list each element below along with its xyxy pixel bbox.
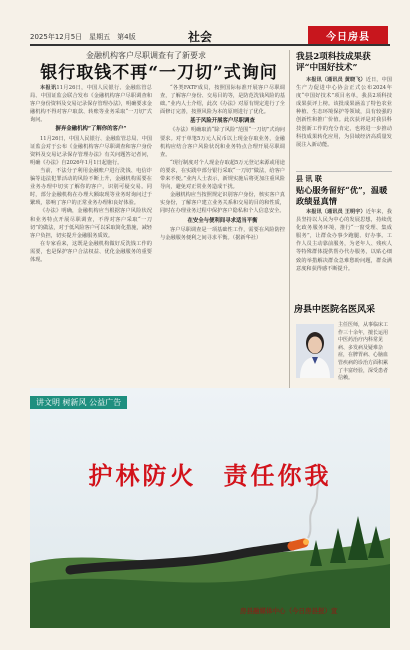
section-title: 社会 xyxy=(188,30,213,44)
section-heading: 基于风险开展客户尽职调查 xyxy=(190,118,255,125)
section-heading: 在安全与便利间寻求适当平衡 xyxy=(187,217,258,224)
doctor-profile-box xyxy=(294,302,392,388)
paragraph-text: 当前，不法分子利用金融账户进行洗钱、电信诈骗等违法犯罪活动的风险不断上升，金融机构需要在业务办理中切实了解你的客户，识别可疑交易。同时，部分金融机构在办理大额取现等业务时询问过于繁琐，影响了客户的正常业务办理和良好体验。 xyxy=(30,167,152,207)
service-headline: 贴心服务留好“优”，温暖政绩显真情 xyxy=(296,185,388,206)
paragraph-text: “现行制度对个人现金存取超5万元登记来源或用途的要求，在实践中部分银行采取“一刀切”做法，给客户带来不便。”业内人士表示，新规实施后将更加注重风险导向，避免对正常业务造成干扰。 xyxy=(160,159,285,191)
paragraph xyxy=(30,240,152,264)
tech-award-byline: 本报讯（通讯员 黄晓飞） xyxy=(306,77,366,83)
tech-award-text: 近日，中国生产力促进中心协会正式公布2024年度“中国好技术”项目名单，我县2项科技成果获评上榜。该批成果涵盖了特色农业种植、生态环境保护等领域，具有较强的创新性和推广价值。此次获评是对我县科技创新工作的充分肯定，也将进一步推动科技成果转化应用，为县域经济高质量发展注入新动能。 xyxy=(296,77,392,148)
issue-date: 2025年12月5日 星期五 第4版 xyxy=(30,33,136,41)
right-column-divider xyxy=(296,171,392,172)
tech-award-headline: 我县2项科技成果获评“中国好技术” xyxy=(296,52,371,73)
service-text: 近年来，我县坚持以人民为中心的发展思想，持续优化政务服务环境，推行“一窗受理、集成服务”，让群众办事少跑腿、好办事。工作人员主动靠前服务，为老年人、残疾人等特殊群体提供帮办代办服务，以贴心细致的举措解决群众急难愁盼问题，群众满意度和获得感不断提升。 xyxy=(296,209,392,272)
paragraph xyxy=(160,84,285,116)
ad-campaign-tag: 讲文明 树新风 公益广告 xyxy=(30,396,127,409)
doctor-box-title: 房县中医院名医风采 xyxy=(294,305,376,315)
paragraph-text: 在专家看来，这既是金融机构做好反洗钱工作的需要，也是保护客户合法权益、优化金融服务的重要体现。 xyxy=(30,240,152,263)
paragraph-text: 金融机构应当按照规定识别客户身份，核实客户真实身份，了解客户建立业务关系和交易的目的和性质，同时在办理业务过程中保护客户隐私和个人信息安全。 xyxy=(160,192,285,215)
paragraph xyxy=(160,126,285,158)
main-article-column-2 xyxy=(160,84,285,384)
doctor-portrait xyxy=(296,324,334,378)
service-byline: 本报讯（通讯员 王明宇） xyxy=(306,209,366,215)
paragraph xyxy=(30,135,152,167)
paragraph xyxy=(160,226,285,242)
main-article-title: 银行取钱不再“一刀切”式询问 xyxy=(40,63,278,83)
paragraph-text: 客户尽职调查是一项基础性工作，需要在风险防控与金融服务便利之间寻求平衡。（据新华社） xyxy=(160,226,285,241)
column-divider xyxy=(289,50,290,388)
paragraph-text: 11月26日，中国人民银行、金融监管总局、中国证监会对于公布《金融机构客户尽职调查和客户身份资料及交易记录保存管理办法》有关问题答记者问，明确《办法》自2026年1月1日起施行。 xyxy=(30,135,152,166)
doctor-portrait-illustration xyxy=(296,324,334,378)
paragraph-text: 《办法》明确，金融机构应当根据客户风险状况和业务特点开展尽职调查，不得对客户采取“一刀切”的做法，对于低风险客户可以采取简化措施，减轻客户负担，切实提升金融服务质效。 xyxy=(30,208,152,239)
main-article-subtitle: 金融机构客户尽职调查有了新要求 xyxy=(86,51,206,60)
tech-award-body xyxy=(296,76,392,170)
page-header xyxy=(0,0,410,44)
main-article-column-1 xyxy=(30,84,152,384)
paragraph xyxy=(160,191,285,215)
paragraph-text: 11月26日，中国人民银行、金融监管总局、中国证监会联合发布《金融机构客户尽职调查和客户身份资料及交易记录保存管理办法》，明确要求金融机构不得对客户取款、转账等业务采取“一刀切”式询问。 xyxy=(30,85,152,124)
section-heading: 摒弃金融机构“了解你的客户” xyxy=(55,126,127,133)
paragraph xyxy=(30,84,152,124)
byline: 本报讯 xyxy=(40,85,57,91)
forest-fire-illustration xyxy=(30,388,390,628)
paragraph-text: 《办法》明确取消“除了风险”范围“一刀切”式询问要求。对于单笔5万元人民币以上现金存取业务，金融机构应结合客户风险状况和业务特点合理开展尽职调查。 xyxy=(160,127,285,158)
county-news-tag: 县 讯 联 xyxy=(296,175,322,183)
header-divider xyxy=(30,44,390,46)
service-body xyxy=(296,208,392,298)
masthead-logo: 今日房县 xyxy=(308,26,388,44)
public-service-ad xyxy=(30,388,390,628)
paragraph xyxy=(30,207,152,239)
paragraph xyxy=(160,159,285,191)
paragraph xyxy=(30,167,152,207)
ad-credit: 房县融媒体中心（今日房县报）宣 xyxy=(240,607,338,615)
ad-slogan: 护林防火 责任你我 xyxy=(88,461,332,490)
paragraph-text: “各类FATF成员，按照国际标准开展客户尽职调查，了解客户身份、交易目的等，是防范洗钱风险的基础。”业内人士介绍，此次《办法》对原有规定进行了全面修订完善，按照风险为本的原则进行了优化。 xyxy=(160,85,285,116)
doctor-bio: 主任医师，从事临床工作三十余年，擅长运用中医药治疗内科常见病、多发病及疑难杂症，在脾胃病、心脑血管疾病的诊治方面积累了丰富经验，深受患者信赖。 xyxy=(338,322,389,382)
